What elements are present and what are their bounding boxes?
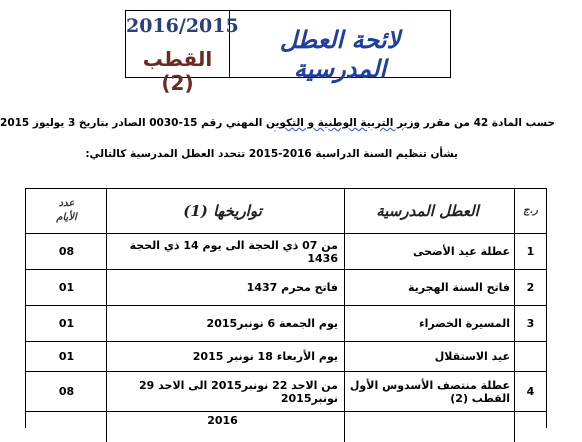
row-days: 08 [58, 245, 75, 258]
header-num: ر.ج [514, 189, 546, 233]
holidays-table [25, 188, 547, 428]
header-holiday: العطل المدرسية [344, 189, 514, 233]
row-dates: فاتح محرم 1437 [106, 270, 344, 305]
row-dates: يوم الأربعاء 18 نونبر 2015 [106, 342, 344, 371]
intro-line-1-suffix: المهني رقم 15-0030 الصادر بتاريخ 3 يوليوز 2015 [0, 117, 266, 129]
row-num: 4 [514, 372, 546, 411]
row-dates: من 07 ذي الحجة الى يوم 14 ذي الحجة 1436 [106, 234, 344, 269]
row-days: 01 [58, 350, 75, 363]
table-row [26, 412, 546, 442]
row-dates: يوم الجمعة 6 نونبر2015 [106, 306, 344, 341]
header-days [27, 189, 106, 233]
table-row [26, 306, 546, 342]
header-days-line1: عدد [58, 198, 75, 209]
row-num: 1 [514, 234, 546, 269]
row-holiday: فاتح السنة الهجرية [344, 270, 514, 305]
intro-line-2: يشأن تنظيم السنة الدراسية 2016-2015 تتحدد العطل المدرسية كالتالي: [85, 148, 458, 160]
row-days: 01 [58, 317, 75, 330]
header-dates: تواريخها (1) [106, 189, 344, 233]
intro-line-1 [0, 117, 555, 129]
row-holiday: عيد الاستقلال [344, 342, 514, 371]
row-days [27, 412, 106, 442]
row-dates: من الاحد 22 نونبر2015 الى الاحد 29 نونبر2015 [106, 372, 344, 411]
row-dates: 2016 [106, 412, 344, 442]
intro-line-1-underlined: وزير التربية الوطنية و التكوين [266, 117, 421, 129]
table-row [26, 342, 546, 372]
row-days: 01 [58, 281, 75, 294]
header-days-line2: الأيام [56, 212, 77, 223]
header-year-pole-box [126, 11, 239, 95]
row-num: 2 [514, 270, 546, 305]
row-num [514, 412, 546, 442]
table-row [26, 270, 546, 306]
header-box [125, 10, 451, 95]
row-num: 3 [514, 306, 546, 341]
document-title: لائحة العطل المدرسية [279, 25, 401, 83]
row-holiday: عطلة منتصف الأسدوس الأول القطب (2) [344, 372, 514, 411]
intro-line-1-prefix: حسب المادة 42 من مقرر [420, 117, 555, 129]
row-holiday: المسيرة الخضراء [344, 306, 514, 341]
table-header-row [26, 189, 546, 234]
school-year: 2016/2015 [126, 15, 239, 37]
row-num [514, 342, 546, 371]
row-holiday [344, 412, 514, 442]
table-row [26, 372, 546, 412]
table-row [26, 234, 546, 270]
pole-label: القطب (2) [142, 47, 213, 95]
row-days: 08 [58, 385, 75, 398]
row-holiday: عطلة عيد الأضحى [344, 234, 514, 269]
